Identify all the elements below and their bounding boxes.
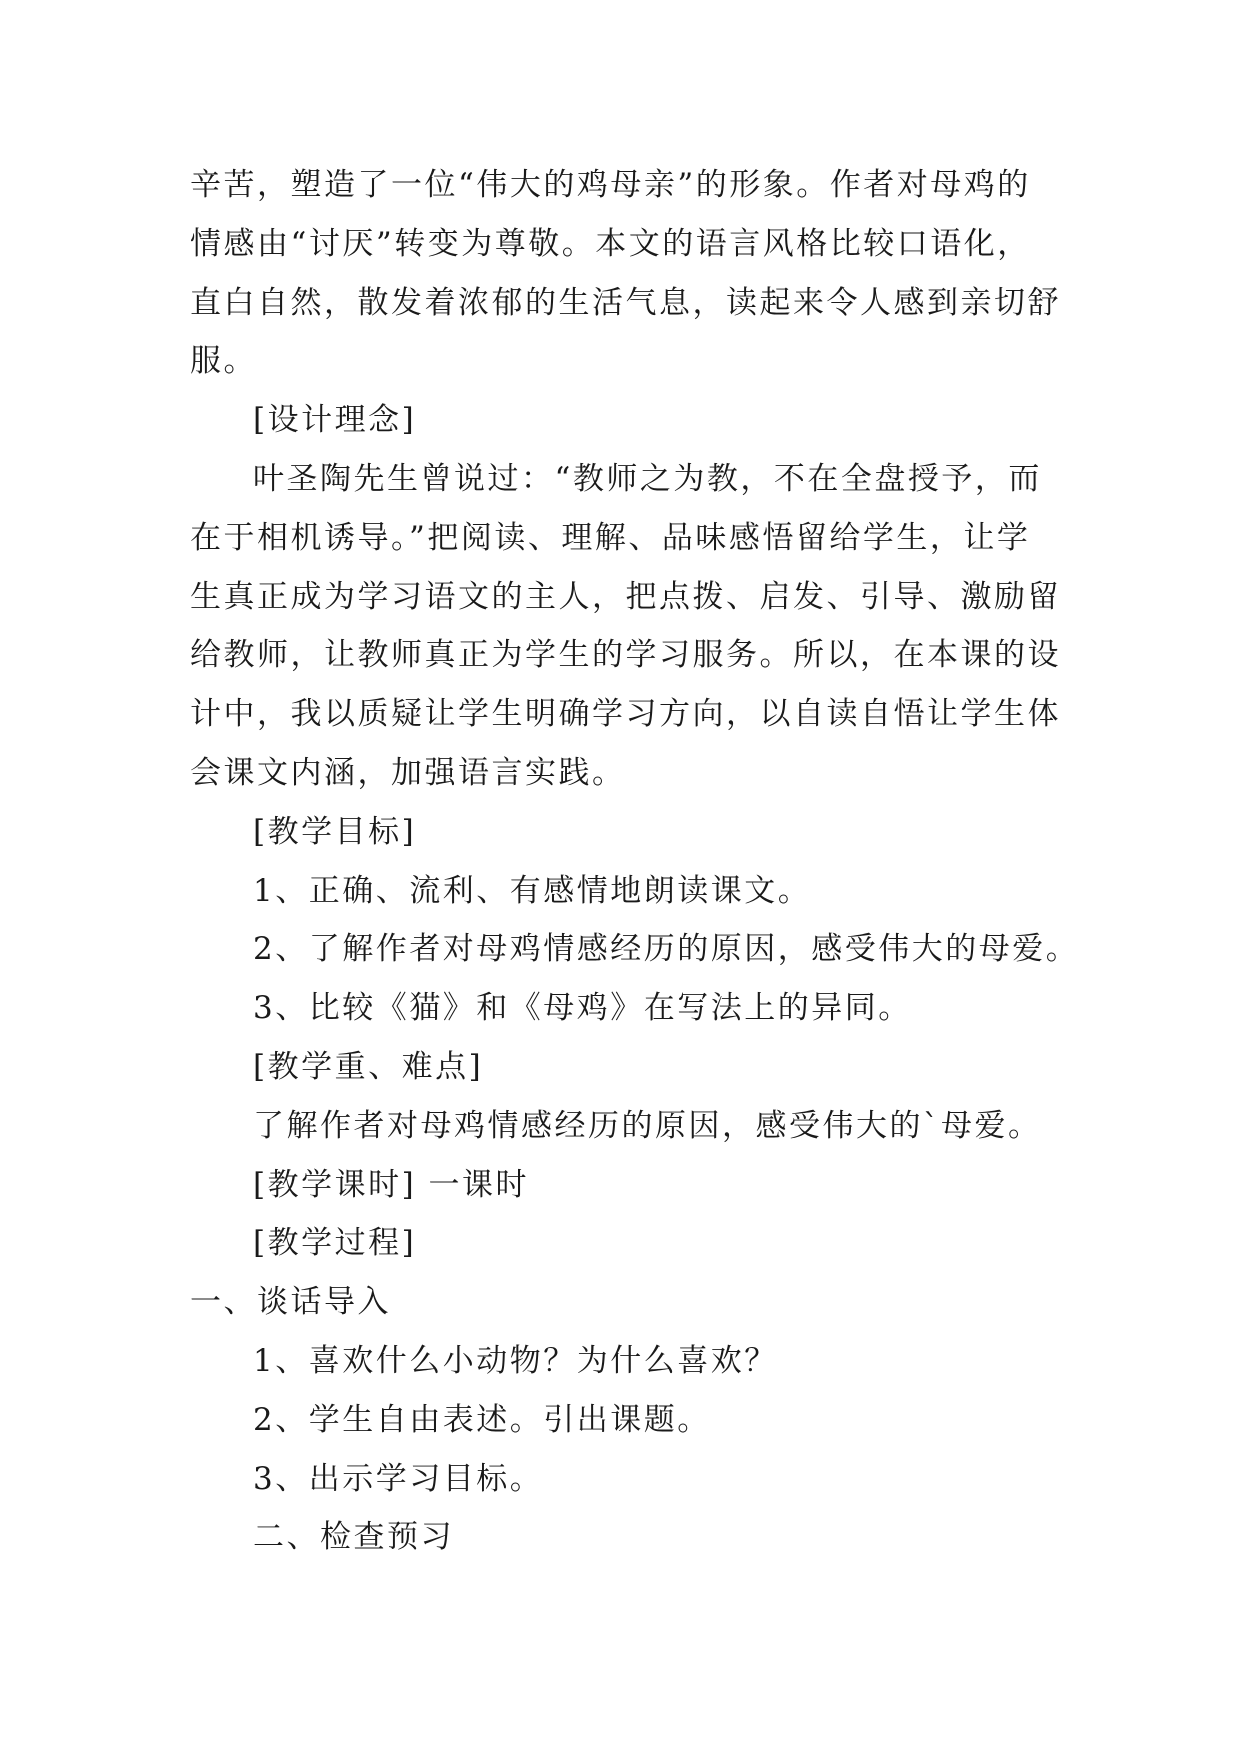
section-heading: [教学目标] xyxy=(253,813,417,850)
step-heading: 一、谈话导入 xyxy=(190,1284,391,1321)
section-heading: [教学课时] 一课时 xyxy=(253,1166,530,1203)
paragraph-line: 会课文内涵，加强语言实践。 xyxy=(190,754,626,791)
paragraph-line: 生真正成为学习语文的主人，把点拨、启发、引导、激励留 xyxy=(190,578,1061,615)
document-body xyxy=(190,156,1080,1567)
paragraph-line: 在于相机诱导。”把阅读、理解、品味感悟留给学生，让学 xyxy=(190,519,1031,556)
paragraph-line: 给教师，让教师真正为学生的学习服务。所以，在本课的设 xyxy=(190,637,1061,674)
paragraph-line: 直白自然，散发着浓郁的生活气息，读起来令人感到亲切舒 xyxy=(190,284,1061,321)
paragraph-line: 了解作者对母鸡情感经历的原因，感受伟大的`母爱。 xyxy=(253,1107,1042,1144)
list-item: 2、了解作者对母鸡情感经历的原因，感受伟大的母爱。 xyxy=(253,931,1080,968)
list-item: 2、学生自由表述。引出课题。 xyxy=(253,1401,711,1438)
step-heading: 二、检查预习 xyxy=(253,1519,454,1556)
section-heading: [教学重、难点] xyxy=(253,1048,484,1085)
paragraph-line: 叶圣陶先生曾说过：“教师之为教，不在全盘授予，而 xyxy=(253,460,1042,497)
list-item: 1、正确、流利、有感情地朗读课文。 xyxy=(253,872,812,909)
list-item: 1、喜欢什么小动物？为什么喜欢？ xyxy=(253,1342,778,1379)
list-item: 3、比较《猫》和《母鸡》在写法上的异同。 xyxy=(253,990,912,1027)
paragraph-line: 情感由“讨厌”转变为尊敬。本文的语言风格比较口语化， xyxy=(190,225,1031,262)
paragraph-line: 辛苦，塑造了一位“伟大的鸡母亲”的形象。作者对母鸡的 xyxy=(190,167,1031,203)
section-heading: [设计理念] xyxy=(253,402,417,439)
paragraph-line: 计中，我以质疑让学生明确学习方向，以自读自悟让学生体 xyxy=(190,696,1061,733)
section-heading: [教学过程] xyxy=(253,1225,417,1262)
list-item: 3、出示学习目标。 xyxy=(253,1460,544,1497)
paragraph-line: 服。 xyxy=(190,343,257,380)
